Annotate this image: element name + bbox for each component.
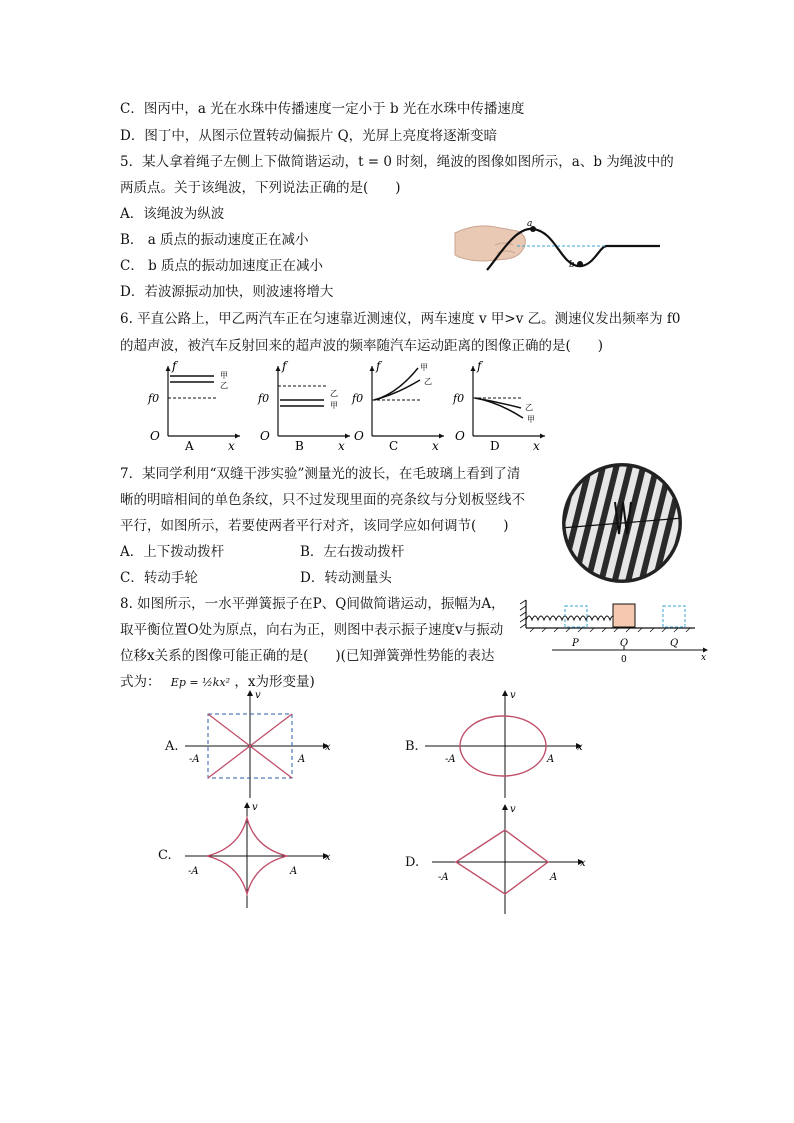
svg-text:f0: f0 <box>352 392 364 405</box>
svg-text:x: x <box>432 439 439 453</box>
svg-text:x: x <box>533 439 540 453</box>
hand-illustration <box>455 226 525 261</box>
svg-text:f0: f0 <box>258 392 270 405</box>
q7-stem-line3: 平行，如图所示，若要使两者平行对齐，该同学应如何调节( ) <box>120 518 509 534</box>
elastic-energy-formula: Ep = ½kx² <box>170 676 231 689</box>
q7-fringe-view-figure <box>561 462 683 584</box>
q5-option-d: D．若波源振动加快，则波速将增大 <box>120 284 334 300</box>
q5-stem-line1: 5．某人拿着绳子左侧上下做简谐运动，t = 0 时刻，绳波的图像如图所示，a、b 为绳波中的 <box>120 154 674 170</box>
q8-stem-line2: 取平衡位置O处为原点，向右为正，则图中表示振子速度v与振动 <box>120 622 504 638</box>
svg-text:v: v <box>255 690 261 701</box>
q8-graph-c-letter: C. <box>158 848 172 863</box>
svg-text:x: x <box>228 439 235 453</box>
svg-text:甲: 甲 <box>420 363 428 372</box>
q4-option-d: D．图丁中，从图示位置转动偏振片 Q，光屏上亮度将逐渐变暗 <box>120 128 498 144</box>
svg-text:O: O <box>260 429 270 443</box>
q8-graph-b <box>425 686 590 802</box>
q6-stem-line2: 的超声波，被汽车反射回来的超声波的频率随汽车运动距离的图像正确的是( ) <box>120 338 604 354</box>
svg-text:D: D <box>490 439 500 453</box>
q6-graph-c <box>352 359 448 453</box>
svg-text:P: P <box>572 638 579 649</box>
svg-text:甲: 甲 <box>220 371 228 380</box>
svg-text:乙: 乙 <box>220 381 228 390</box>
q7-option-a: A．上下拨动拨杆 <box>120 544 225 560</box>
q8-graph-a-letter: A. <box>165 739 179 754</box>
q7-option-c: C．转动手轮 <box>120 570 198 586</box>
q6-graph-b <box>258 359 354 453</box>
svg-text:乙: 乙 <box>330 389 338 398</box>
svg-text:x: x <box>701 653 707 663</box>
q8-stem-line4: 式为： Ep = ½kx² ，x为形变量) <box>120 674 315 690</box>
svg-text:v: v <box>510 804 516 815</box>
point-b <box>577 261 583 267</box>
label-b: b <box>569 260 575 270</box>
q7-stem-line2: 晰的明暗相间的单色条纹，只不过发现里面的亮条纹与分划板竖线不 <box>120 492 525 508</box>
spring-coil <box>526 616 616 620</box>
q7-option-b: B．左右拨动拨杆 <box>300 544 405 560</box>
q5-option-b: B． a 质点的振动速度正在减小 <box>120 232 309 248</box>
svg-text:B: B <box>295 439 304 453</box>
svg-text:x: x <box>325 742 331 753</box>
svg-text:O: O <box>620 638 629 649</box>
q5-option-a: A．该绳波为纵波 <box>120 206 225 222</box>
svg-text:f: f <box>376 359 381 373</box>
curve-jia <box>475 398 523 418</box>
position-q-dashed-block <box>663 606 685 627</box>
svg-text:0: 0 <box>621 655 627 665</box>
label-a: a <box>527 219 533 229</box>
svg-text:甲: 甲 <box>527 415 535 424</box>
svg-text:Q: Q <box>670 638 679 649</box>
svg-text:f: f <box>282 359 287 373</box>
svg-text:x: x <box>580 858 586 869</box>
q8-graph-b-letter: B. <box>405 739 419 754</box>
q8-stem-line1: 8. 如图所示，一水平弹簧振子在P、Q间做简谐运动，振幅为A， <box>120 596 505 612</box>
svg-text:A: A <box>547 754 555 765</box>
q5-option-c: C． b 质点的振动加速度正在减小 <box>120 258 324 274</box>
svg-text:f0: f0 <box>453 392 465 405</box>
q5-stem-line2: 两质点。关于该绳波，下列说法正确的是( ) <box>120 180 401 196</box>
q7-stem-line1: 7．某同学利用“双缝干涉实验”测量光的波长，在毛玻璃上看到了清 <box>120 466 521 482</box>
q7-option-d: D．转动测量头 <box>300 570 392 586</box>
svg-text:f: f <box>477 359 482 373</box>
svg-text:乙: 乙 <box>424 377 432 386</box>
svg-text:O: O <box>354 429 364 443</box>
q8-graph-a <box>185 686 335 802</box>
curve-jia <box>374 368 418 400</box>
svg-text:A: A <box>550 872 558 883</box>
svg-text:乙: 乙 <box>525 403 533 412</box>
svg-text:x: x <box>577 742 583 753</box>
q8-graph-c <box>185 798 335 914</box>
q6-stem-line1: 6. 平直公路上，甲乙两汽车正在匀速靠近测速仪，两车速度 v 甲>v 乙。测速仪发出频率为 f0 <box>120 311 681 327</box>
svg-text:x: x <box>338 439 345 453</box>
svg-text:A: A <box>298 754 306 765</box>
q6-graph-d <box>453 359 549 453</box>
svg-text:A: A <box>185 439 194 453</box>
svg-text:f0: f0 <box>148 392 160 405</box>
svg-text:C: C <box>389 439 399 453</box>
svg-text:v: v <box>510 690 516 701</box>
q8-graph-d <box>432 800 592 916</box>
svg-text:x: x <box>325 852 331 863</box>
q4-option-c: C．图丙中，a 光在水珠中传播速度一定小于 b 光在水珠中传播速度 <box>120 101 525 117</box>
svg-text:O: O <box>455 429 465 443</box>
svg-text:-A: -A <box>445 754 456 765</box>
svg-text:-A: -A <box>188 866 199 877</box>
svg-text:A: A <box>290 866 298 877</box>
q8-spring-oscillator-figure <box>520 598 710 668</box>
q8-graph-d-letter: D. <box>405 855 420 870</box>
svg-text:-A: -A <box>189 754 200 765</box>
svg-text:-A: -A <box>438 872 449 883</box>
oscillator-block <box>613 604 635 627</box>
q5-rope-wave-figure <box>455 215 665 280</box>
svg-text:甲: 甲 <box>330 401 338 410</box>
q6-graph-a <box>148 359 244 453</box>
svg-text:O: O <box>150 429 160 443</box>
curve-yi <box>475 398 521 408</box>
svg-text:v: v <box>252 802 258 813</box>
q8-stem-line3: 位移x关系的图像可能正确的是( )(已知弹簧弹性势能的表达 <box>120 648 495 664</box>
svg-text:f: f <box>172 359 177 373</box>
